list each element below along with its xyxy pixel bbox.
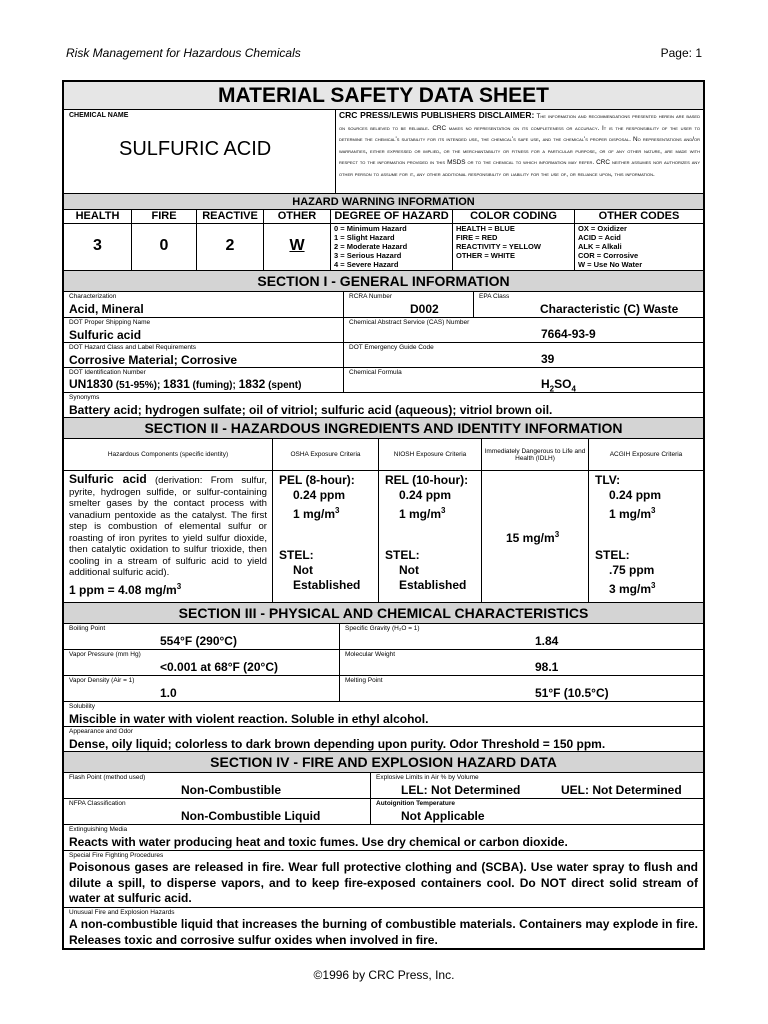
section2-headers: [64, 438, 703, 470]
section2-body: [64, 470, 703, 602]
s1-row5: [64, 392, 703, 417]
degree-item: 4 = Severe Hazard: [334, 260, 399, 269]
dot-hazard-class: Corrosive Material; Corrosive: [69, 353, 238, 367]
dot-id-e: 1832: [238, 377, 266, 391]
health-header: HEALTH: [75, 210, 120, 222]
ppm-conversion: [69, 581, 267, 597]
s1-row2: [64, 317, 703, 342]
fire-header: FIRE: [131, 210, 196, 223]
acgih-header: ACGIH Exposure Criteria: [588, 439, 703, 470]
s4-row3: [64, 824, 703, 850]
code-item: ALK = Alkali: [578, 242, 622, 251]
solubility-label: Solubility: [69, 703, 96, 710]
formula-a: H: [541, 377, 550, 391]
degree-list: [330, 224, 452, 270]
dot-id-a: UN1830: [69, 377, 114, 391]
niosh-stel: STEL:: [385, 548, 420, 562]
solubility: Miscible in water with violent reaction. Soluble in ethyl alcohol.: [69, 712, 429, 726]
color-item: OTHER = WHITE: [456, 251, 515, 260]
fire-value: 0: [159, 237, 169, 254]
nfpa-label: NFPA Classification: [69, 800, 126, 807]
code-item: OX = Oxidizer: [578, 224, 627, 233]
msds-sheet: [62, 80, 705, 950]
acgih-s2sup: 3: [651, 581, 656, 590]
disclaimer-text: The information and recommendations presented herein are based on sources believed to be reliable. CRC makes no representation on its completeness or accuracy. It is the responsibility of the user to determine the chemical's suitability for its intended use, the chemical's safe use, and the chemical's proper disposal. No representations and/or warranties, either expressed or implied, or the merchantability or fitness for a particular purpose, or of any other nature, are made with respect to the information provided in this MSDS or to the chemical to which information may refer. CRC neither assumes nor authorizes any other person to assume for it, any other additional responsibility or liability for the use of, or reliance upon, this information.: [339, 113, 700, 178]
vapor-pressure: <0.001 at 68°F (20°C): [160, 660, 278, 674]
rcra-number: D002: [410, 302, 439, 316]
dot-id-label: DOT Identification Number: [69, 369, 146, 376]
flash-point-label: Flash Point (method used): [69, 774, 146, 781]
degree-item: 3 = Serious Hazard: [334, 251, 402, 260]
melting-point: 51°F (10.5°C): [535, 686, 609, 700]
osha-stel: STEL:: [279, 548, 314, 562]
document-title: Risk Management for Hazardous Chemicals: [66, 46, 301, 60]
s1-row1: [64, 291, 703, 317]
melting-point-label: Melting Point: [345, 677, 383, 684]
autoignition-label: Autoignition Temperature: [376, 800, 455, 807]
appearance: Dense, oily liquid; colorless to dark brown depending upon purity. Odor Threshold = 150 ppm.: [69, 737, 606, 751]
page-number: Page: 1: [660, 46, 702, 60]
synonyms-label: Synonyms: [69, 394, 100, 401]
explosive-limits-label: Explosive Limits in Air % by Volume: [376, 774, 479, 781]
ppm-text: 1 ppm = 4.08 mg/m: [69, 582, 177, 597]
color-coding-list: [452, 224, 574, 270]
formula-d: 4: [571, 384, 576, 394]
idlh-value: 15 mg/m: [506, 531, 555, 545]
guide-code: 39: [541, 352, 555, 366]
dot-id-f: (spent): [265, 380, 302, 391]
specific-gravity: 1.84: [535, 634, 559, 648]
s1-row3: [64, 342, 703, 367]
code-item: W = Use No Water: [578, 260, 643, 269]
cas-label: Chemical Abstract Service (CAS) Number: [349, 319, 470, 326]
color-coding-header: COLOR CODING: [452, 210, 574, 223]
code-item: COR = Corrosive: [578, 251, 639, 260]
component-desc: (derivation: From sulfur, pyrite, hydrogen sulfide, or sulfur-containing smelter gases by the contact process with vanadium pentoxide as the catalyst. The first step is combustion of elemental sulfur or roasting of iron pyrites to yield sulfur dioxide, then catalytic oxidation to sulfur trioxide, then cooling in a stream of sulfuric acid to yield additional sulfuric acid).: [69, 475, 267, 578]
osha-header: OSHA Exposure Criteria: [272, 439, 378, 470]
niosh-cell: [378, 471, 481, 602]
unusual-hazards: A non-combustible liquid that increases the burning of combustible materials. Containers may explode in fire. Releases toxic and corrosive sulfur oxides when involved in fire.: [69, 917, 698, 947]
rcra-label: RCRA Number: [349, 293, 392, 300]
dot-id-b: (51-95%);: [113, 380, 164, 391]
osha-v2: 1 mg/m: [293, 507, 336, 521]
niosh-s1: Not: [399, 563, 419, 577]
niosh-header: NIOSH Exposure Criteria: [378, 439, 481, 470]
section1-band: SECTION I - GENERAL INFORMATION: [64, 270, 703, 291]
acgih-stel: STEL:: [595, 548, 630, 562]
synonyms: Battery acid; hydrogen sulfate; oil of vitriol; sulfuric acid (aqueous); vitriol brown oil.: [69, 403, 553, 417]
component-name: Sulfuric acid: [69, 472, 147, 486]
dot-id-number: [69, 377, 301, 391]
osha-cell: [272, 471, 378, 602]
guide-label: DOT Emergency Guide Code: [349, 344, 434, 351]
characterization-label: Characterization: [69, 293, 117, 300]
idlh-cell: [481, 471, 588, 602]
acgih-sup: 3: [651, 506, 656, 515]
dot-id-c: 1831: [163, 377, 190, 391]
boiling-point: 554°F (290°C): [160, 634, 237, 648]
flash-point: Non-Combustible: [181, 783, 281, 797]
s3-row2: [64, 649, 703, 675]
molecular-weight-label: Molecular Weight: [345, 651, 396, 658]
dot-ship-label: DOT Proper Shipping Name: [69, 319, 151, 326]
chemical-row: [64, 109, 703, 193]
section2-band: SECTION II - HAZARDOUS INGREDIENTS AND IDENTITY INFORMATION: [64, 417, 703, 438]
reactive-header: REACTIVE: [196, 210, 263, 223]
osha-s1: Not: [293, 563, 313, 577]
vapor-pressure-label: Vapor Pressure (mm Hg): [69, 651, 141, 658]
hazard-band: HAZARD WARNING INFORMATION: [64, 193, 703, 209]
acgih-s1: .75 ppm: [609, 563, 655, 577]
other-codes-header: OTHER CODES: [574, 210, 703, 223]
molecular-weight: 98.1: [535, 660, 559, 674]
hazard-headers: [64, 209, 703, 223]
other-value: W: [289, 237, 305, 254]
specific-gravity-label: Specific Gravity (H₂O = 1): [345, 625, 420, 632]
autoignition-temp: Not Applicable: [401, 809, 485, 823]
nfpa-classification: Non-Combustible Liquid: [181, 809, 321, 823]
health-value: 3: [93, 237, 102, 254]
epa-label: EPA Class: [479, 293, 510, 300]
chemical-name: SULFURIC ACID: [119, 138, 272, 160]
characterization: Acid, Mineral: [69, 302, 144, 316]
idlh-header: Immediately Dangerous to Life and Health (IDLH): [481, 439, 588, 470]
degree-item: 1 = Slight Hazard: [334, 233, 395, 242]
vapor-density: 1.0: [160, 686, 177, 700]
disclaimer-heading: CRC PRESS/LEWIS PUBLISHERS DISCLAIMER:: [339, 110, 535, 120]
boiling-point-label: Boiling Point: [69, 625, 106, 632]
special-procedures-label: Special Fire Fighting Procedures: [69, 852, 164, 859]
idlh-sup: 3: [554, 530, 560, 539]
osha-heading: PEL (8-hour):: [279, 473, 355, 487]
chemical-name-cell: [64, 110, 336, 193]
niosh-v1: 0.24 ppm: [399, 488, 452, 502]
s3-row4: [64, 701, 703, 726]
degree-item: 0 = Minimum Hazard: [334, 224, 407, 233]
s3-row1: [64, 623, 703, 649]
section4-band: SECTION IV - FIRE AND EXPLOSION HAZARD DATA: [64, 751, 703, 772]
acgih-heading: TLV:: [595, 473, 621, 487]
extinguishing-media: Reacts with water producing heat and toxic fumes. Use dry chemical or carbon dioxide.: [69, 835, 568, 849]
s1-row4: [64, 367, 703, 392]
disclaimer: [336, 110, 703, 193]
osha-sup: 3: [335, 506, 340, 515]
hazard-values: [64, 223, 703, 270]
uel: UEL: Not Determined: [561, 783, 682, 797]
s4-row4: [64, 850, 703, 907]
extinguishing-label: Extinguishing Media: [69, 826, 128, 833]
unusual-hazards-label: Unusual Fire and Explosion Hazards: [69, 909, 175, 916]
niosh-v2: 1 mg/m: [399, 507, 442, 521]
other-header: OTHER: [263, 210, 330, 223]
color-item: FIRE = RED: [456, 233, 498, 242]
chemical-formula: [541, 377, 576, 393]
chemical-name-label: CHEMICAL NAME: [69, 112, 129, 119]
lel: LEL: Not Determined: [401, 783, 521, 797]
other-codes-list: [574, 224, 703, 270]
s3-row5: [64, 726, 703, 751]
formula-b: 2: [549, 384, 555, 394]
degree-item: 2 = Moderate Hazard: [334, 242, 408, 251]
s4-row5: [64, 907, 703, 948]
acgih-s2: 3 mg/m: [609, 582, 652, 596]
niosh-s2: Established: [399, 578, 467, 592]
components-header: Hazardous Components (specific identity): [107, 451, 229, 458]
cas-number: 7664-93-9: [541, 327, 596, 341]
color-item: REACTIVITY = YELLOW: [456, 242, 541, 251]
osha-v1: 0.24 ppm: [293, 488, 346, 502]
s4-row1: [64, 772, 703, 798]
sheet-title: MATERIAL SAFETY DATA SHEET: [64, 82, 703, 109]
code-item: ACID = Acid: [578, 233, 621, 242]
acgih-v2: 1 mg/m: [609, 507, 652, 521]
acgih-v1: 0.24 ppm: [609, 488, 662, 502]
niosh-sup: 3: [441, 506, 446, 515]
copyright-footer: ©1996 by CRC Press, Inc.: [313, 968, 455, 982]
vapor-density-label: Vapor Density (Air = 1): [69, 677, 135, 684]
ppm-sup: 3: [176, 581, 182, 591]
dot-id-d: (fuming);: [189, 380, 239, 391]
section3-band: SECTION III - PHYSICAL AND CHEMICAL CHARACTERISTICS: [64, 602, 703, 623]
color-item: HEALTH = BLUE: [456, 224, 515, 233]
reactive-value: 2: [225, 237, 235, 254]
degree-header: DEGREE OF HAZARD: [330, 210, 452, 223]
components-cell: [64, 471, 272, 602]
special-procedures: Poisonous gases are released in fire. Wear full protective clothing and (SCBA). Use water spray to flush and dilute a spill, to disperse vapors, and to keep fire-exposed containers cool. Do NOT direct solid stream of water at sulfuric acid.: [69, 860, 698, 905]
epa-class: Characteristic (C) Waste: [540, 302, 679, 316]
s4-row2: [64, 798, 703, 824]
formula-c: SO: [554, 377, 572, 391]
formula-label: Chemical Formula: [349, 369, 402, 376]
appearance-label: Appearance and Odor: [69, 728, 133, 735]
dot-shipping-name: Sulfuric acid: [69, 328, 142, 342]
acgih-cell: [588, 471, 703, 602]
osha-s2: Established: [293, 578, 361, 592]
niosh-heading: REL (10-hour):: [385, 473, 469, 487]
dot-class-label: DOT Hazard Class and Label Requirements: [69, 344, 197, 351]
s3-row3: [64, 675, 703, 701]
